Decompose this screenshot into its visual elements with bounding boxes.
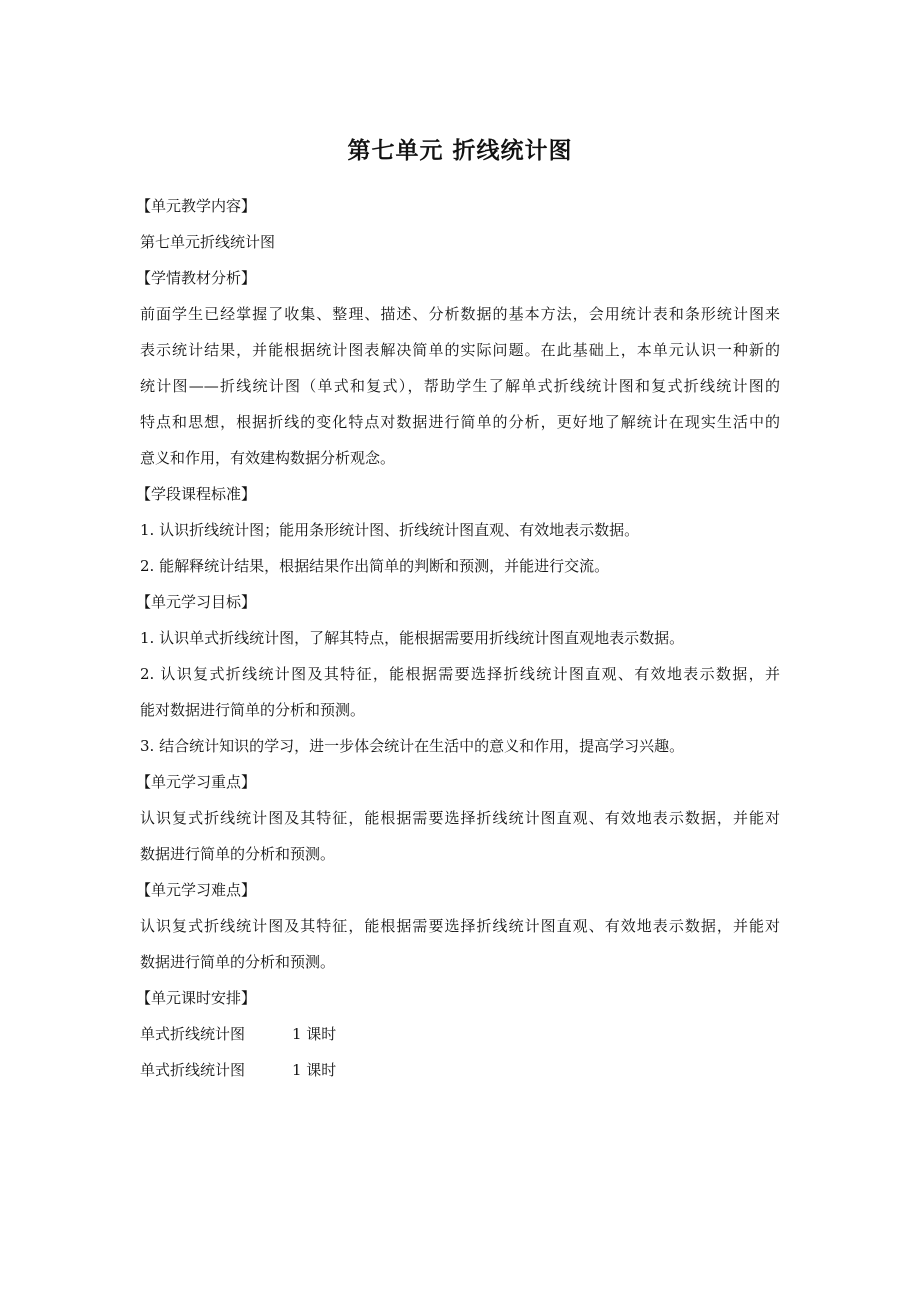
- paragraph-line: 特点和思想，根据折线的变化特点对数据进行简单的分析，更好地了解统计在现实生活中的: [140, 413, 780, 431]
- schedule-row: [140, 1052, 780, 1088]
- section-heading: 【学情教材分析】: [136, 269, 257, 287]
- paragraph-line: 表示统计结果，并能根据统计图表解决简单的实际问题。在此基础上，本单元认识一种新的: [140, 341, 780, 359]
- paragraph-line: 意义和作用，有效建构数据分析观念。: [140, 449, 396, 467]
- schedule-lesson-hours: 1 课时: [292, 1061, 337, 1079]
- schedule-lesson-name: 单式折线统计图: [140, 1061, 246, 1079]
- section-heading: 【单元课时安排】: [136, 989, 257, 1007]
- schedule-lesson-name: 单式折线统计图: [140, 1025, 246, 1043]
- section-heading: 【学段课程标准】: [136, 485, 257, 503]
- section-heading: 【单元学习难点】: [136, 881, 257, 899]
- section-heading: 【单元教学内容】: [136, 197, 257, 215]
- schedule-lesson-hours: 1 课时: [292, 1025, 337, 1043]
- list-item: 1. 认识单式折线统计图，了解其特点，能根据需要用折线统计图直观地表示数据。: [140, 629, 685, 647]
- section-key-points: [136, 764, 780, 872]
- section-difficulties: [136, 872, 780, 980]
- paragraph-line: 认识复式折线统计图及其特征，能根据需要选择折线统计图直观、有效地表示数据，并能对: [140, 917, 780, 935]
- section-teaching-content: [136, 188, 780, 260]
- section-standards: [136, 476, 780, 584]
- schedule-row: [140, 1016, 780, 1052]
- section-heading: 【单元学习重点】: [136, 773, 257, 791]
- paragraph-line: 数据进行简单的分析和预测。: [140, 953, 336, 971]
- list-item-continuation: 能对数据进行简单的分析和预测。: [140, 701, 366, 719]
- section-schedule: [136, 980, 780, 1088]
- section-goals: [136, 584, 780, 764]
- list-item: 3. 结合统计知识的学习，进一步体会统计在生活中的意义和作用，提高学习兴趣。: [140, 737, 685, 755]
- paragraph-line: 认识复式折线统计图及其特征，能根据需要选择折线统计图直观、有效地表示数据，并能对: [140, 809, 780, 827]
- list-item: 1. 认识折线统计图；能用条形统计图、折线统计图直观、有效地表示数据。: [140, 521, 640, 539]
- list-item: 2. 认识复式折线统计图及其特征，能根据需要选择折线统计图直观、有效地表示数据，并: [140, 665, 780, 683]
- paragraph-line: 统计图——折线统计图（单式和复式），帮助学生了解单式折线统计图和复式折线统计图的: [140, 377, 780, 395]
- document-body: [136, 188, 780, 1088]
- section-analysis: [136, 260, 780, 476]
- list-item: 2. 能解释统计结果，根据结果作出简单的判断和预测，并能进行交流。: [140, 557, 610, 575]
- paragraph-line: 数据进行简单的分析和预测。: [140, 845, 336, 863]
- document-title: 第七单元 折线统计图: [347, 138, 573, 164]
- paragraph-line: 第七单元折线统计图: [140, 233, 276, 251]
- section-heading: 【单元学习目标】: [136, 593, 257, 611]
- paragraph-line: 前面学生已经掌握了收集、整理、描述、分析数据的基本方法，会用统计表和条形统计图来: [140, 305, 780, 323]
